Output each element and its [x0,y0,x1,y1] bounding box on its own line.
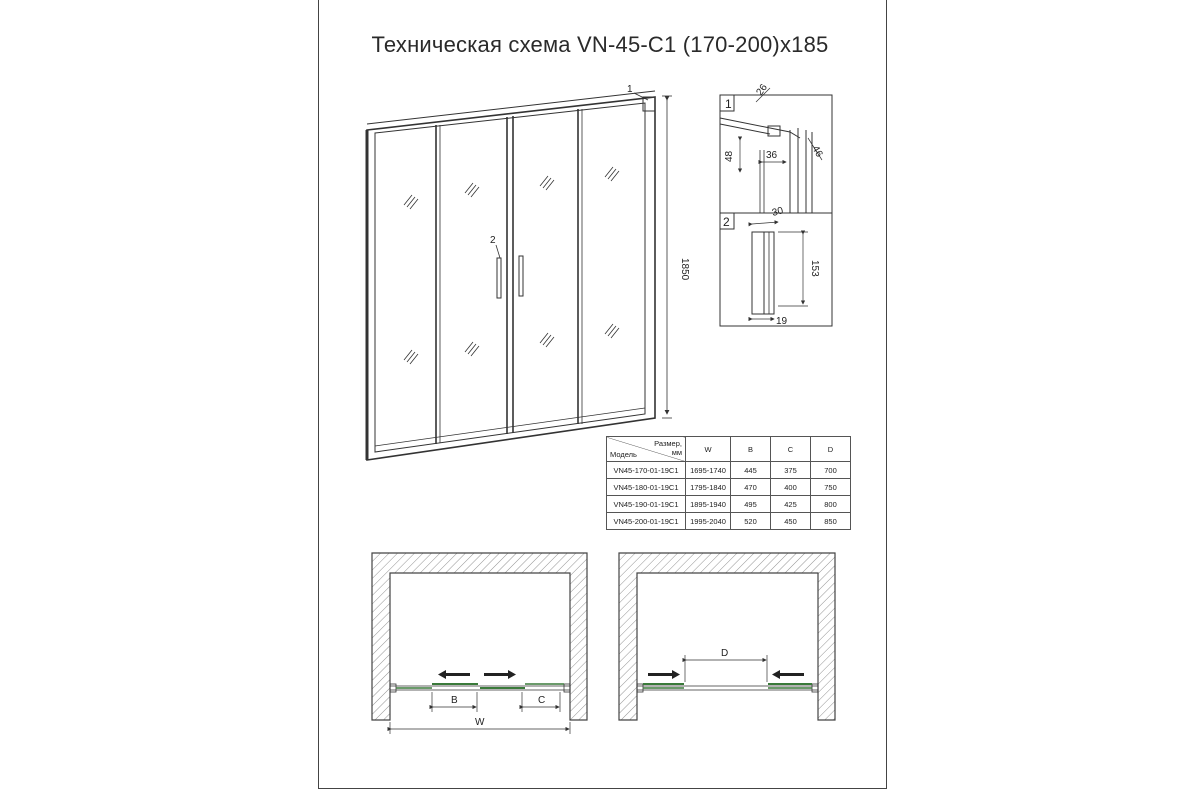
front-view [367,91,672,460]
table-row [607,513,851,530]
cell-b: 445 [731,462,771,479]
cell-model: VN45-200-01-19C1 [607,513,686,530]
cell-c: 400 [771,479,811,496]
height-dimension-label: 1850 [679,258,690,281]
dim-48: 48 [724,150,735,162]
cell-model: VN45-170-01-19C1 [607,462,686,479]
dim-d-label: D [721,648,729,659]
callout-profile: 1 [627,84,633,95]
dim-36: 36 [766,150,778,161]
cell-d: 700 [811,462,851,479]
cell-w: 1795-1840 [686,479,731,496]
dim-b-label: B [451,695,458,706]
dim-26: 26 [754,82,770,98]
handle-left [497,258,501,298]
col-header-b: B [731,437,771,462]
cell-c: 450 [771,513,811,530]
cell-w: 1695-1740 [686,462,731,479]
handle-right [519,256,523,296]
dim-c-label: C [538,695,546,706]
dim-30: 30 [770,205,785,219]
table-row [607,496,851,513]
col-header-w: W [686,437,731,462]
door-inner-frame [375,103,645,452]
header-size-label: Размер, [654,439,682,448]
cell-w: 1995-2040 [686,513,731,530]
callout-handle: 2 [490,235,496,246]
cell-b: 520 [731,513,771,530]
cell-b: 495 [731,496,771,513]
detail-handle-label: 2 [723,215,730,229]
col-header-d: D [811,437,851,462]
plan-view-left [372,553,587,734]
table-header-row [607,437,851,462]
dim-153: 153 [809,260,820,277]
cell-d: 800 [811,496,851,513]
slide-arrows-right-plan [648,670,804,679]
size-table [606,436,851,530]
page-title: Техническая схема VN-45-C1 (170-200)x185 [371,32,829,57]
cell-c: 375 [771,462,811,479]
cell-c: 425 [771,496,811,513]
cell-d: 850 [811,513,851,530]
table-row [607,479,851,496]
cell-model: VN45-190-01-19C1 [607,496,686,513]
cell-model: VN45-180-01-19C1 [607,479,686,496]
door-outer-frame [367,97,655,460]
cell-b: 470 [731,479,771,496]
cell-w: 1895-1940 [686,496,731,513]
plan-view-right [619,553,835,720]
detail-profile-label: 1 [725,97,732,111]
slide-arrows-left-plan [438,670,516,679]
table-row [607,462,851,479]
dim-w-label: W [475,717,485,728]
dim-46: 46 [809,144,825,160]
dim-19: 19 [776,316,788,327]
table-corner-header [607,437,686,462]
header-model-label: Модель [610,450,637,459]
cell-d: 750 [811,479,851,496]
col-header-c: C [771,437,811,462]
header-unit-label: мм [671,448,682,457]
